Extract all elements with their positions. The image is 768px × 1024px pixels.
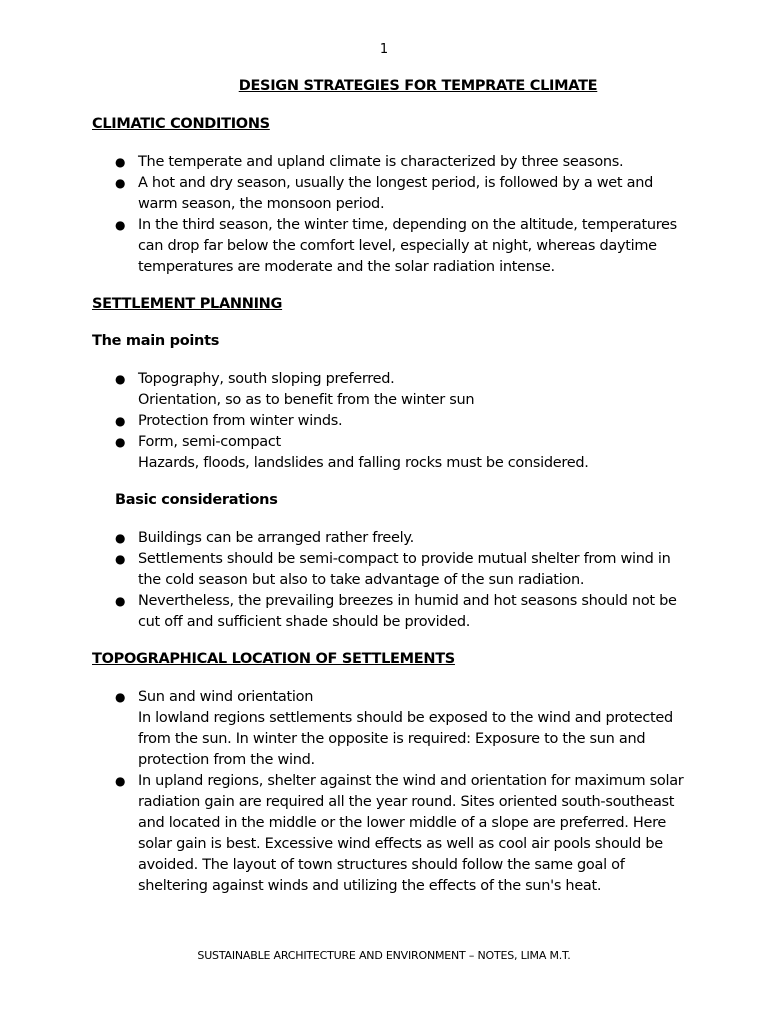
page-footer: SUSTAINABLE ARCHITECTURE AND ENVIRONMENT – NOTES, LIMA M.T. (197, 949, 571, 962)
list-item-line: the cold season but also to take advantage of the sun radiation. (138, 572, 585, 588)
list-item-line: can drop far below the comfort level, especially at night, whereas daytime (138, 238, 657, 254)
list-item-line: In the third season, the winter time, depending on the altitude, temperatures (138, 217, 677, 233)
list-item-line: sheltering against winds and utilizing the effects of the sun's heat. (138, 878, 602, 894)
sub-heading-basic-considerations: Basic considerations (115, 492, 278, 508)
list-item-line: Form, semi-compact (138, 434, 281, 450)
list-item (92, 152, 722, 173)
list-item-line: solar gain is best. Excessive wind effects as well as cool air pools should be (138, 836, 663, 852)
bullet-icon: ● (115, 176, 126, 190)
topographical-location-list (92, 687, 722, 897)
climatic-conditions-list (92, 152, 722, 278)
list-item-line: Hazards, floods, landslides and falling rocks must be considered. (138, 455, 589, 471)
list-item (92, 591, 722, 633)
bullet-icon: ● (115, 774, 126, 788)
bullet-icon: ● (115, 218, 126, 232)
list-item-line: from the sun. In winter the opposite is required: Exposure to the sun and (138, 731, 646, 747)
list-item (92, 771, 722, 897)
list-item-line: The temperate and upland climate is characterized by three seasons. (138, 154, 624, 170)
list-item-line: In upland regions, shelter against the wind and orientation for maximum solar (138, 773, 684, 789)
section-heading-climatic-conditions: CLIMATIC CONDITIONS (92, 116, 270, 132)
list-item-line: Protection from winter winds. (138, 413, 343, 429)
list-item-line: warm season, the monsoon period. (138, 196, 385, 212)
list-item (92, 215, 722, 278)
basic-considerations-list (92, 528, 722, 633)
section-heading-settlement-planning: SETTLEMENT PLANNING (92, 296, 283, 312)
list-item-line: protection from the wind. (138, 752, 315, 768)
list-item-line: radiation gain are required all the year round. Sites oriented south-southeast (138, 794, 675, 810)
bullet-icon: ● (115, 435, 126, 449)
list-item-line: In lowland regions settlements should be exposed to the wind and protected (138, 710, 673, 726)
list-item-line: and located in the middle or the lower middle of a slope are preferred. Here (138, 815, 667, 831)
section-heading-topographical-location: TOPOGRAPHICAL LOCATION OF SETTLEMENTS (92, 651, 455, 667)
list-item-line: Topography, south sloping preferred. (138, 371, 395, 387)
list-item (92, 549, 722, 591)
list-item (92, 687, 722, 771)
list-item-line: Orientation, so as to benefit from the winter sun (138, 392, 475, 408)
list-item (92, 369, 722, 411)
sub-heading-main-points: The main points (92, 333, 220, 349)
list-item (92, 173, 722, 215)
list-item-line: Nevertheless, the prevailing breezes in humid and hot seasons should not be (138, 593, 677, 609)
bullet-icon: ● (115, 155, 126, 169)
list-item-line: Buildings can be arranged rather freely. (138, 530, 414, 546)
bullet-icon: ● (115, 690, 126, 704)
bullet-icon: ● (115, 372, 126, 386)
list-item (92, 411, 722, 432)
document-title: DESIGN STRATEGIES FOR TEMPRATE CLIMATE (238, 78, 598, 94)
bullet-icon: ● (115, 531, 126, 545)
page-number: 1 (379, 42, 389, 57)
list-item-line: A hot and dry season, usually the longest period, is followed by a wet and (138, 175, 654, 191)
list-item-line: avoided. The layout of town structures should follow the same goal of (138, 857, 625, 873)
list-item (92, 432, 722, 474)
list-item-line: temperatures are moderate and the solar radiation intense. (138, 259, 555, 275)
bullet-icon: ● (115, 414, 126, 428)
document-body (92, 114, 722, 897)
bullet-icon: ● (115, 552, 126, 566)
list-item-line: cut off and sufficient shade should be provided. (138, 614, 471, 630)
list-item-line: Sun and wind orientation (138, 689, 314, 705)
list-item-line: Settlements should be semi-compact to provide mutual shelter from wind in (138, 551, 671, 567)
bullet-icon: ● (115, 594, 126, 608)
list-item (92, 528, 722, 549)
main-points-list (92, 369, 722, 474)
